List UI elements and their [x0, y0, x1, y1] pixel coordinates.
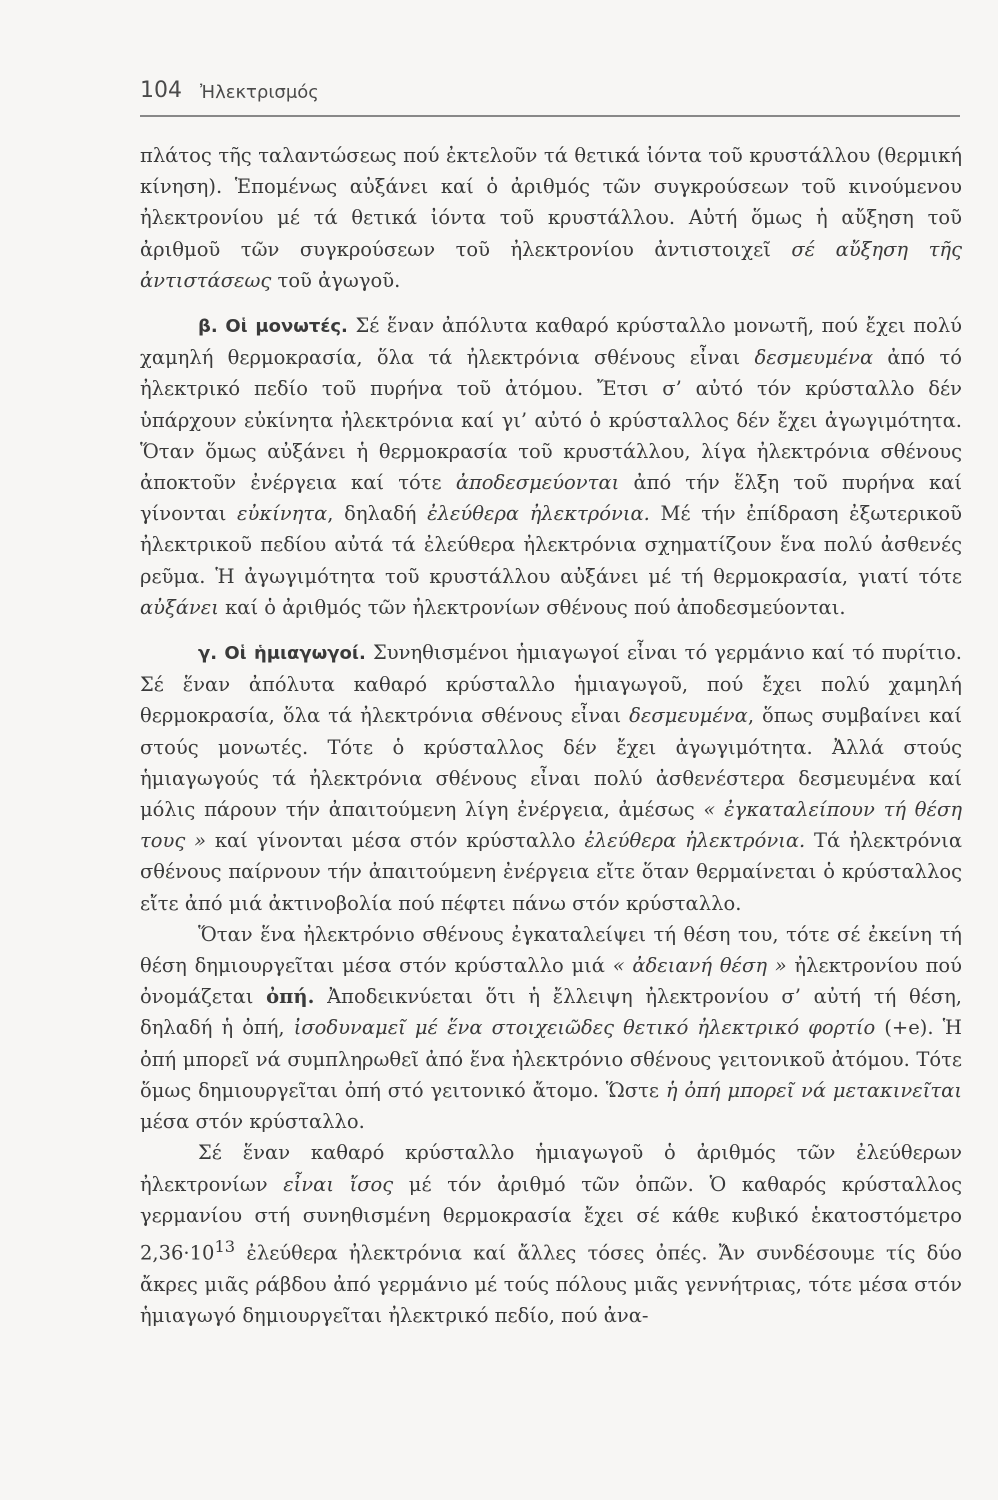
emphasized-text: ἐλεύθερα ἠλεκτρόνια.: [584, 829, 806, 853]
text-run: μέσα στόν κρύσταλλο.: [140, 1110, 365, 1134]
section-heading: γ. Οἱ ἡμιαγωγοί.: [198, 643, 366, 665]
text-run: Συνηθισμένοι ἡμιαγωγοί εἶναι τό γερμάνιο καί τό πυρίτιο. Σέ ἕναν ἀπόλυτα καθαρό κρύσταλλο ἡμιαγωγοῦ, πού ἔχει πολύ χαμηλή θερμοκρασία, ὅλα τά ἠλεκτρόνια σθένους εἶναι: [140, 641, 962, 728]
text-run: , δηλαδή: [327, 502, 428, 526]
text-run: μέ τόν ἀριθμό τῶν ὀπῶν. Ὁ καθαρός κρύσταλλος γερμανίου στή συνηθισμένη θερμοκρασία ἔχει σέ κάθε κυβικό ἑκατοστόμετρο 2,36·10: [140, 1172, 962, 1265]
emphasized-text: ἡ ὀπή μπορεῖ νά μετακινεῖται: [665, 1078, 962, 1102]
page-number: 104: [140, 78, 182, 103]
emphasized-text: εὐκίνητα: [237, 502, 328, 526]
header-rule: [140, 115, 960, 117]
text-run: ἀπό τό ἠλεκτρικό πεδίο τοῦ πυρήνα τοῦ ἀτόμου. Ἔτσι σ’ αὐτό τόν κρύσταλλο δέν ὑπάρχουν εὐκίνητα ἠλεκτρόνια καί γι’ αὐτό ὁ κρύσταλλος δέν ἔχει ἀγωγιμότητα. Ὅταν ὅμως αὐξάνει ἡ θερμοκρασία τοῦ κρυστάλλου, λίγα ἠλεκτρόνια σθένους ἀποκτοῦν ἐνέργεια καί τότε: [140, 346, 962, 495]
text-run: Ὅταν ἕνα ἠλεκτρόνιο σθένους ἐγκαταλείψει τή θέση του, τότε σέ ἐκείνη τή θέση δημιουργεῖται μέσα στόν κρύσταλλο μιά: [140, 922, 962, 978]
text-run: καί ὁ ἀριθμός τῶν ἠλεκτρονίων σθένους πού ἀποδεσμεύονται.: [218, 595, 846, 619]
text-run: ἀπό τήν ἕλξη τοῦ πυρήνα καί γίνονται: [140, 471, 962, 526]
exponent: 13: [214, 1236, 236, 1256]
section-heading: β. Οἱ μονωτές.: [198, 316, 348, 338]
paragraph-insulators: [140, 310, 962, 623]
page-body: [140, 140, 962, 1331]
emphasized-text: ἰσοδυναμεῖ μέ ἕνα στοιχειῶδες θετικό ἠλεκτρικό φορτίο: [293, 1016, 876, 1040]
text-run: ἐλεύθερα ἠλεκτρόνια καί ἄλλες τόσες ὀπές. Ἄν συνδέσουμε τίς δύο ἄκρες μιᾶς ράβδου ἀπό γερμάνιο μέ τούς πόλους μιᾶς γεννήτριας, τότε μέσα στόν ἡμιαγωγό δημιουργεῖται ἠλεκτρικό πεδίο, πού ἀνα-: [140, 1241, 962, 1327]
text-run: πλάτος τῆς ταλαντώσεως πού ἐκτελοῦν τά θετικά ἰόντα τοῦ κρυστάλλου (θερμική κίνηση). Ἑπομένως αὐξάνει καί ὁ ἀριθμός τῶν συγκρούσεων τοῦ κινούμενου ἠλεκτρονίου μέ τά θετικά ἰόντα τοῦ κρυστάλλου. Αὐτή ὅμως ἡ αὔξηση τοῦ ἀριθμοῦ τῶν συγκρούσεων τοῦ ἠλεκτρονίου ἀντιστοιχεῖ: [140, 144, 962, 261]
emphasized-text: σέ αὔξηση τῆς ἀντιστάσεως: [140, 237, 962, 292]
text-run: Μέ τήν ἐπίδραση ἐξωτερικοῦ ἠλεκτρικοῦ πεδίου αὐτά τά ἐλεύθερα ἠλεκτρόνια σχηματίζουν ἕνα πολύ ἀσθενές ρεῦμα. Ἡ ἀγωγιμότητα τοῦ κρυστάλλου αὐξάνει μέ τή θερμοκρασία, γιατί τότε: [140, 502, 963, 588]
emphasized-text: δεσμευμένα: [629, 704, 748, 728]
running-title: Ἠλεκτρισμός: [200, 82, 319, 103]
text-run: ἠλεκτρονίου πού ὀνομάζεται: [140, 954, 962, 1009]
text-run: καί γίνονται μέσα στόν κρύσταλλο: [206, 829, 585, 853]
emphasized-text: εἶναι ἴσος: [283, 1172, 394, 1196]
page-header: [140, 78, 960, 118]
paragraph-metals-resistance: [140, 140, 962, 296]
emphasized-text: « ἀδειανή θέση »: [612, 954, 787, 978]
paragraph-holes: [140, 919, 962, 1137]
emphasized-text: δεσμευμένα: [754, 346, 874, 370]
emphasized-text: ἀποδεσμεύονται: [455, 471, 620, 495]
emphasized-text: ἐλεύθερα ἠλεκτρόνια.: [427, 502, 650, 526]
text-run: (+e). Ἡ ὀπή μπορεῖ νά συμπληρωθεῖ ἀπό ἕνα ἠλεκτρόνιο σθένους γειτονικοῦ ἀτόμου. Τότε ὅμως δημιουργεῖται ὀπή στό γειτονικό ἄτομο. Ὥστε: [140, 1016, 963, 1102]
text-run: Ἀποδεικνύεται ὅτι ἡ ἔλλειψη ἠλεκτρονίου σ’ αὐτή τή θέση, δηλαδή ἡ ὀπή,: [140, 985, 962, 1040]
text-run: Σέ ἕναν ἀπόλυτα καθαρό κρύσταλλο μονωτῆ, πού ἔχει πολύ χαμηλή θερμοκρασία, ὅλα τά ἠλεκτρόνια σθένους εἶναι: [140, 314, 962, 370]
paragraph-semiconductors: [140, 637, 962, 919]
emphasized-text: « ἐγκαταλείπουν τή θέση τους »: [140, 798, 963, 853]
bold-term: ὀπή.: [266, 985, 315, 1009]
emphasized-text: αὐξάνει: [140, 595, 219, 619]
paragraph-germanium: [140, 1137, 962, 1331]
text-run: τοῦ ἀγωγοῦ.: [271, 268, 401, 292]
text-run: Σέ ἕναν καθαρό κρύσταλλο ἡμιαγωγοῦ ὁ ἀριθμός τῶν ἐλεύθερων ἠλεκτρονίων: [140, 1141, 962, 1196]
text-run: , ὅπως συμβαίνει καί στούς μονωτές. Τότε ὁ κρύσταλλος δέν ἔχει ἀγωγιμότητα. Ἀλλά στούς ἡμιαγωγούς τά ἠλεκτρόνια σθένους εἶναι πολύ ἀσθενέστερα δεσμευμένα καί μόλις πάρουν τήν ἀπαιτούμενη λίγη ἐνέργεια, ἀμέσως: [140, 704, 962, 822]
text-run: Τά ἠλεκτρόνια σθένους παίρνουν τήν ἀπαιτούμενη ἐνέργεια εἴτε ὅταν θερμαίνεται ὁ κρύσταλλος εἴτε ἀπό μιά ἀκτινοβολία πού πέφτει πάνω στόν κρύσταλλο.: [140, 829, 962, 915]
